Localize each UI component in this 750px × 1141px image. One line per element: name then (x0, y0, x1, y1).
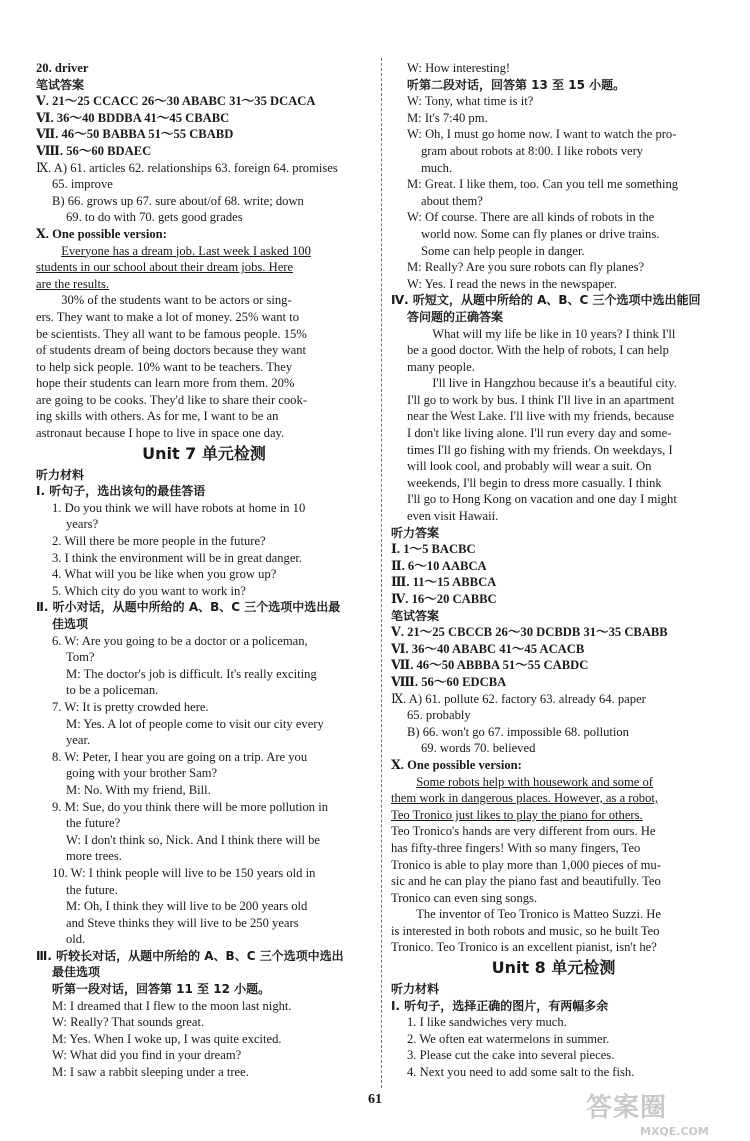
text-line: 4. What will you be like when you grow up? (52, 567, 277, 582)
text-line: Tronico. Teo Tronico is an excellent pianist, isn't he? (391, 940, 657, 955)
text-line: 8. W: Peter, I hear you are going on a trip. Are you (52, 749, 308, 764)
text-line: Ⅰ. 1～5 BACBC (391, 542, 476, 557)
text-line: Some can help people in danger. (421, 243, 585, 258)
text-line: the future? (66, 816, 121, 831)
text-line: Ⅹ. One possible version: (36, 226, 167, 241)
text-line: 69. words 70. believed (421, 741, 536, 756)
text-line: Ⅵ. 36～40 ABABC 41～45 ACACB (391, 641, 585, 656)
text-line: W: I don't think so, Nick. And I think there will be (66, 832, 320, 847)
text-line: be a good doctor. With the help of robots, I can help (407, 343, 669, 358)
section-heading: Ⅳ. 听短文，从题中所给的 A、B、C 三个选项中选出能回 (391, 293, 701, 308)
text-line: astronaut because I hope to live in space one day. (36, 426, 285, 441)
section-heading: 笔试答案 (36, 77, 85, 92)
text-line: near the West Lake. I'll live with my friends, because (407, 409, 675, 424)
section-heading: 佳选项 (52, 617, 89, 631)
text-line: M: I saw a rabbit sleeping under a tree. (52, 1065, 249, 1080)
text-line: M: The doctor's job is difficult. It's really exciting (66, 666, 317, 681)
text-line: W: Yes. I read the news in the newspaper. (407, 276, 617, 291)
text-line: B) 66. grows up 67. sure about/of 68. write; down (52, 193, 304, 208)
text-line: M: Really? Are you sure robots can fly planes? (407, 260, 645, 275)
text-line: will look cool, and probably will wear a suit. On (407, 459, 652, 474)
text-line: 6. W: Are you going to be a doctor or a policeman, (52, 633, 308, 648)
text-line: 30% of the students want to be actors or sing- (61, 293, 292, 308)
section-heading: 听力答案 (391, 525, 440, 540)
text-line: going with your brother Sam? (66, 766, 218, 781)
text-line: Teo Tronico's hands are very different from ours. He (391, 824, 656, 839)
text-line: 7. W: It is pretty crowded here. (52, 699, 209, 714)
column-divider (381, 58, 382, 1088)
watermark-url: MXQE.COM (640, 1125, 709, 1138)
section-heading: Ⅰ. 听句子，选择正确的图片，有两幅多余 (391, 998, 609, 1013)
text-line: students in our school about their dream jobs. Here (36, 260, 294, 275)
text-line: M: Oh, I think they will live to be 200 years old (66, 899, 308, 914)
section-heading: Ⅲ. 听较长对话，从题中所给的 A、B、C 三个选项中选出 (36, 948, 344, 963)
text-line: of students dream of being doctors because they want (36, 343, 306, 358)
text-line: year. (66, 733, 91, 748)
text-line: M: No. With my friend, Bill. (66, 782, 211, 797)
text-line: 2. Will there be more people in the future? (52, 534, 266, 549)
text-line: be scientists. They all want to be famous people. 15% (36, 326, 307, 341)
text-line: hope their students can learn more from them. 20% (36, 376, 295, 391)
text-line: M: It's 7:40 pm. (407, 110, 488, 125)
text-line: 3. Please cut the cake into several pieces. (407, 1048, 615, 1063)
text-line: Tronico can even sing songs. (391, 890, 538, 905)
text-line: 65. improve (52, 177, 113, 192)
text-line: I don't like living alone. I'll run every day and some- (407, 426, 672, 441)
text-line: ers. They want to make a lot of money. 25% want to (36, 309, 300, 324)
text-line: the future. (66, 882, 118, 897)
text-line: years? (66, 517, 99, 532)
text-line: to help sick people. 10% want to be teachers. They (36, 359, 293, 374)
section-heading: 听力材料 (36, 467, 85, 482)
text-line: Ⅷ. 56～60 BDAEC (36, 143, 152, 158)
text-line: even visit Hawaii. (407, 509, 499, 524)
text-line: B) 66. won't go 67. impossible 68. pollution (407, 724, 629, 739)
text-line: and Steve thinks they will live to be 250 years (66, 915, 299, 930)
text-line: are going to be cooks. They'd like to share their cook- (36, 392, 307, 407)
text-line: 4. Next you need to add some salt to the fish. (407, 1065, 635, 1080)
text-line: I'll go to Hong Kong on vacation and one day I might (407, 492, 677, 507)
section-heading: 笔试答案 (391, 608, 440, 623)
text-line: sic and he can play the piano fast and beautifully. Teo (391, 874, 661, 889)
left-column (36, 60, 372, 1081)
text-line: Some robots help with housework and some of (416, 774, 653, 789)
text-line: The inventor of Teo Tronico is Matteo Suzzi. He (416, 907, 661, 922)
text-line: to be a policeman. (66, 683, 159, 698)
text-line: Ⅶ. 46～50 BABBA 51～55 CBABD (36, 127, 234, 142)
text-line: Ⅹ. One possible version: (391, 757, 522, 772)
text-line: old. (66, 932, 86, 947)
section-heading: Ⅰ. 听句子，选出该句的最佳答语 (36, 484, 206, 499)
text-line: 9. M: Sue, do you think there will be more pollution in (52, 799, 328, 814)
section-heading: 最佳选项 (52, 965, 101, 980)
text-line: ing skills with others. As for me, I want to be an (36, 409, 279, 424)
text-line: Teo Tronico just likes to play the piano for others. (391, 807, 643, 822)
unit-heading: Unit 7 单元检测 (142, 443, 266, 463)
text-line: world now. Some can fly planes or drive trains. (421, 226, 660, 241)
text-line: about them? (421, 193, 483, 208)
text-line: M: Yes. A lot of people come to visit our city every (66, 716, 324, 731)
text-line: gram about robots at 8:00. I like robots very (421, 143, 644, 158)
text-line: times I'll go fishing with my friends. On weekdays, I (407, 442, 673, 457)
text-line: Ⅸ. A) 61. articles 62. relationships 63. foreign 64. promises (36, 160, 338, 175)
section-heading: 答问题的正确答案 (407, 309, 504, 324)
text-line: Ⅴ. 21～25 CBCCB 26～30 DCBDB 31～35 CBABB (391, 625, 668, 640)
text-line: W: Tony, what time is it? (407, 94, 534, 109)
text-line: 2. We often eat watermelons in summer. (407, 1031, 610, 1046)
text-line: 1. Do you think we will have robots at home in 10 (52, 500, 306, 515)
text-line: Everyone has a dream job. Last week I asked 100 (61, 243, 311, 258)
section-heading: 听第二段对话，回答第 13 至 15 小题。 (407, 77, 626, 92)
section-heading: Ⅱ. 听小对话，从题中所给的 A、B、C 三个选项中选出最 (36, 600, 341, 615)
text-line: more trees. (66, 849, 122, 864)
text-line: is interested in both robots and music, so he built Teo (391, 923, 660, 938)
text-line: are the results. (36, 276, 110, 291)
watermark-logo: 答案圈 (586, 1093, 668, 1123)
page-number: 61 (368, 1092, 382, 1107)
text-line: W: Oh, I must go home now. I want to watch the pro- (407, 127, 677, 142)
text-line: 3. I think the environment will be in great danger. (52, 550, 303, 565)
text-line: M: Great. I like them, too. Can you tell me something (407, 177, 679, 192)
text-line: Ⅲ. 11～15 ABBCA (391, 575, 497, 590)
text-line: Ⅷ. 56～60 EDCBA (391, 674, 507, 689)
text-line: Ⅴ. 21～25 CCACC 26～30 ABABC 31～35 DCACA (36, 94, 316, 109)
text-line: weekends, I'll begin to dress more casually. I think (407, 475, 662, 490)
text-line: has fifty-three fingers! With so many fingers, Teo (391, 840, 641, 855)
text-line: What will my life be like in 10 years? I think I'll (432, 326, 676, 341)
right-column (391, 60, 716, 1081)
text-line: 5. Which city do you want to work in? (52, 583, 246, 598)
text-line: M: Yes. When I woke up, I was quite excited. (52, 1031, 282, 1046)
text-line: Ⅱ. 6～10 AABCA (391, 558, 487, 573)
text-line: Ⅳ. 16～20 CABBC (391, 592, 497, 606)
unit-heading: Unit 8 单元检测 (491, 958, 616, 978)
text-line: W: Of course. There are all kinds of robots in the (407, 210, 655, 225)
section-heading: 听力材料 (391, 982, 440, 997)
text-line: Ⅶ. 46～50 ABBBA 51～55 CABDC (391, 658, 589, 673)
text-line: 69. to do with 70. gets good grades (66, 210, 243, 225)
text-line: many people. (407, 359, 475, 374)
text-line: 1. I like sandwiches very much. (407, 1015, 567, 1030)
text-line: much. (421, 160, 453, 175)
text-line: 10. W: I think people will live to be 150 years old in (52, 865, 316, 880)
text-line: Tom? (66, 650, 95, 665)
text-line: 65. probably (407, 708, 471, 723)
text-line: Tronico is able to play more than 1,000 pieces of mu- (391, 857, 661, 872)
text-line: Ⅸ. A) 61. pollute 62. factory 63. already 64. paper (391, 691, 646, 706)
text-line: W: How interesting! (407, 61, 511, 75)
text-line: I'll go to work by bus. I think I'll live in an apartment (407, 392, 675, 407)
text-line: W: What did you find in your dream? (52, 1048, 242, 1063)
text-line: Ⅵ. 36～40 BDDBA 41～45 CBABC (36, 110, 230, 125)
section-heading: 听第一段对话，回答第 11 至 12 小题。 (52, 982, 271, 997)
text-line: I'll live in Hangzhou because it's a beautiful city. (432, 376, 677, 391)
text-line: W: Really? That sounds great. (52, 1015, 205, 1030)
text-line: 20. driver (36, 61, 89, 75)
text-line: them work in dangerous places. However, as a robot, (391, 791, 659, 806)
text-line: M: I dreamed that I flew to the moon last night. (52, 998, 292, 1013)
